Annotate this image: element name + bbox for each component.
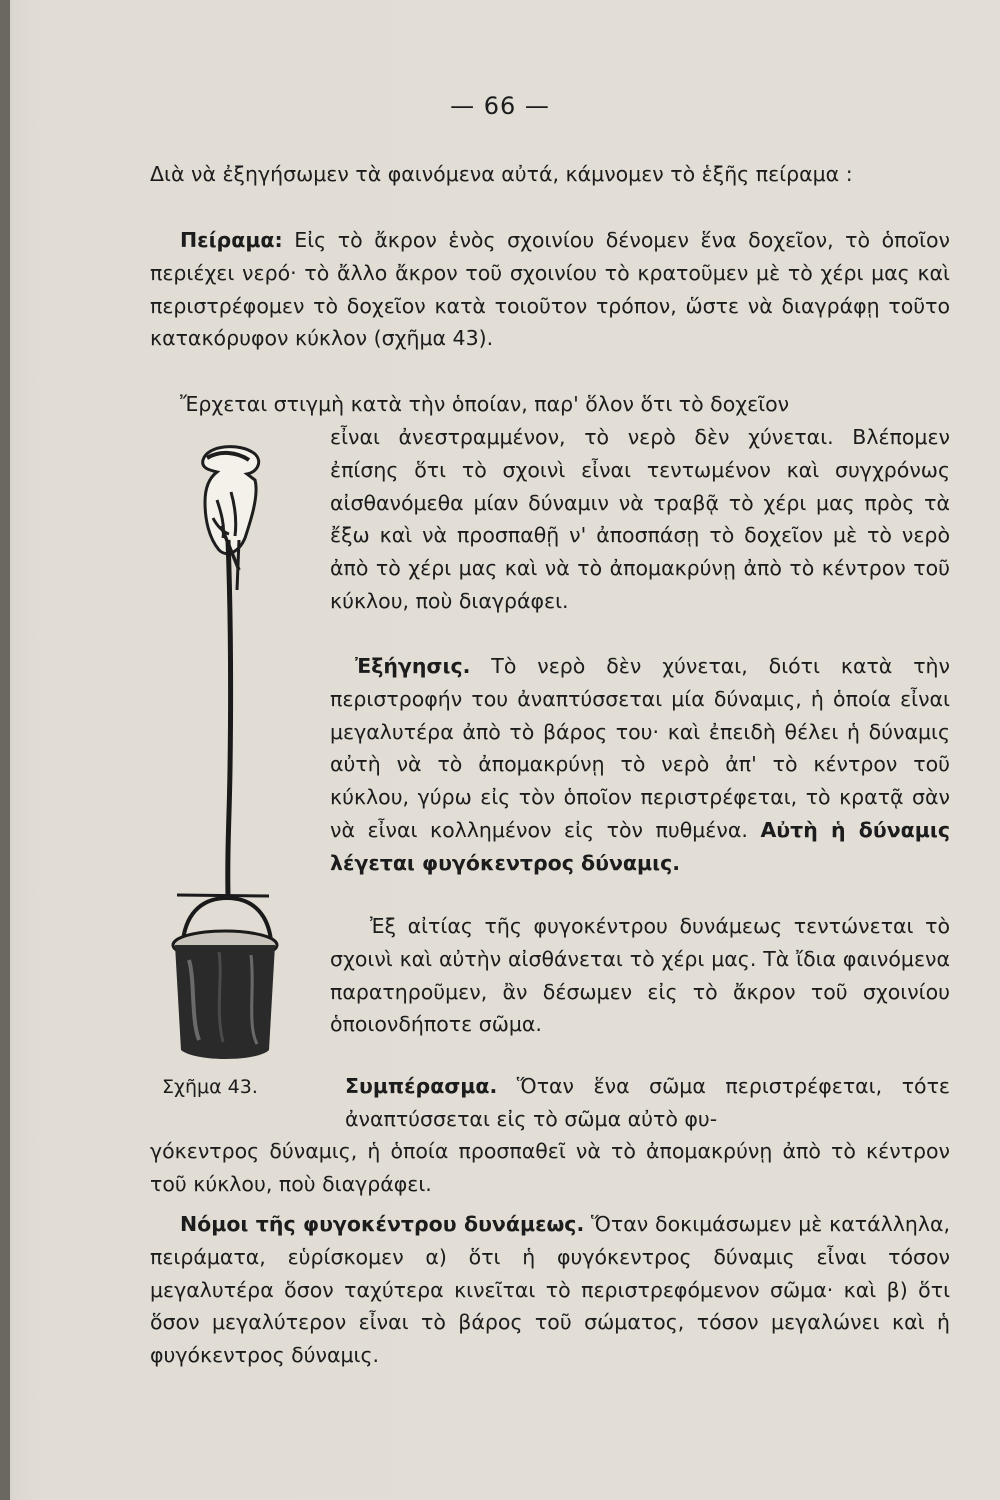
- observation-paragraph: [330, 421, 950, 618]
- cause-paragraph: [330, 910, 950, 1041]
- experiment-paragraph: [150, 224, 950, 355]
- laws-text: Ὅταν δοκιμάσωμεν μὲ κατάλληλα, πειράματα, εὑρίσκομεν α) ὅτι ἡ φυγόκεντρος δύναμις εἶναι τόσον μεγαλυτέρα ὅσον ταχύτερα κινεῖται τὸ περιστρεφόμενον σῶμα· καὶ β) ὅτι ὅσον μεγαλύτερον εἶναι τὸ βάρος τοῦ σώματος, τόσον μεγαλώνει καὶ ἡ φυγόκεντρος δύναμις.: [150, 1212, 950, 1368]
- experiment-heading: Πείραμα:: [180, 228, 283, 252]
- centrifugal-definition: Αὐτὴ ἡ δύναμις λέγεται φυγόκεντρος δύναμις.: [330, 817, 950, 875]
- page-number: — 66 —: [450, 92, 550, 120]
- conclusion-heading: Συμπέρασμα.: [345, 1074, 498, 1098]
- observation-line-text: Ἔρχεται στιγμὴ κατὰ τὴν ὁποίαν, παρ' ὅλον ὅτι τὸ δοχεῖον: [180, 392, 790, 416]
- laws-paragraph: [150, 1208, 950, 1372]
- laws-heading: Νόμοι τῆς φυγοκέντρου δυνάμεως.: [180, 1212, 585, 1236]
- figure-caption: Σχῆμα 43.: [162, 1076, 258, 1098]
- conclusion-text: γόκεντρος δύναμις, ἡ ὁποία προσπαθεῖ νὰ τὸ ἀπομακρύνῃ ἀπὸ τὸ κέντρον τοῦ κύκλου, ποὺ διαγράφει.: [150, 1139, 950, 1196]
- figure-43-bucket-illustration: [165, 440, 285, 1080]
- conclusion-first-lines: [345, 1070, 950, 1136]
- binding-edge: [0, 0, 10, 1500]
- rope-line: [228, 540, 231, 895]
- intro-paragraph: [150, 158, 950, 191]
- observation-text: εἶναι ἀνεστραμμένον, τὸ νερὸ δὲν χύνεται. Βλέπομεν ἐπίσης ὅτι τὸ σχοινὶ εἶναι τεντωμένον καὶ συγχρόνως αἰσθανόμεθα μίαν δύναμιν νὰ τραβᾷ τὸ χέρι μας πρὸς τὰ ἔξω καὶ νὰ προσπαθῇ ν' ἀποσπάσῃ τὸ δοχεῖον μὲ τὸ νερὸ ἀπὸ τὸ χέρι μας καὶ νὰ τὸ ἀπομακρύνῃ ἀπὸ τὸ κέντρον τοῦ κύκλου, ποὺ διαγράφει.: [330, 425, 950, 613]
- conclusion-paragraph: [150, 1135, 950, 1201]
- explanation-paragraph: [330, 650, 950, 880]
- intro-text: Διὰ νὰ ἐξηγήσωμεν τὰ φαινόμενα αὐτά, κάμνομεν τὸ ἑξῆς πείραμα :: [150, 162, 853, 186]
- experiment-text: Εἰς τὸ ἄκρον ἑνὸς σχοινίου δένομεν ἕνα δοχεῖον, τὸ ὁποῖον περιέχει νερό· τὸ ἄλλο ἄκρον τοῦ σχοινίου τὸ κρατοῦμεν μὲ τὸ χέρι μας καὶ περιστρέφομεν τὸ δοχεῖον κατὰ τοιοῦτον τρόπον, ὥστε νὰ διαγράφῃ τοῦτο κατακόρυφον κύκλον (σχῆμα 43).: [150, 228, 950, 351]
- conclusion-first-text: Ὅταν ἕνα σῶμα περιστρέφεται, τότε ἀναπτύσσεται εἰς τὸ σῶμα αὐτὸ φυ-: [345, 1074, 950, 1131]
- explanation-text: Τὸ νερὸ δὲν χύνεται, διότι κατὰ τὴν περιστροφήν του ἀναπτύσσεται μία δύναμις, ἡ ὁποία εἶναι μεγαλυτέρα ἀπὸ τὸ βάρος του· καὶ ἐπειδὴ θέλει ἡ δύναμις αὐτὴ νὰ τὸ ἀπομακρύνῃ τὸ νερὸ ἀπ' τὸ κέντρον τοῦ κύκλου, γύρω εἰς τὸν ὁποῖον περιστρέφεται, τὸ κρατᾷ σὰν νὰ εἶναι κολλημένον εἰς τὸν πυθμένα.: [330, 654, 950, 842]
- cause-text: Ἐξ αἰτίας τῆς φυγοκέντρου δυνάμεως τεντώνεται τὸ σχοινὶ καὶ αὐτὴν αἰσθάνεται τὸ χέρι μας. Τὰ ἴδια φαινόμενα παρατηροῦμεν, ἂν δέσωμεν εἰς τὸ ἄκρον τοῦ σχοινίου ὁποιονδήποτε σῶμα.: [330, 914, 950, 1037]
- observation-first-line: [150, 388, 950, 421]
- explanation-heading: Ἐξήγησις.: [355, 654, 471, 678]
- bucket-icon: [173, 895, 277, 1059]
